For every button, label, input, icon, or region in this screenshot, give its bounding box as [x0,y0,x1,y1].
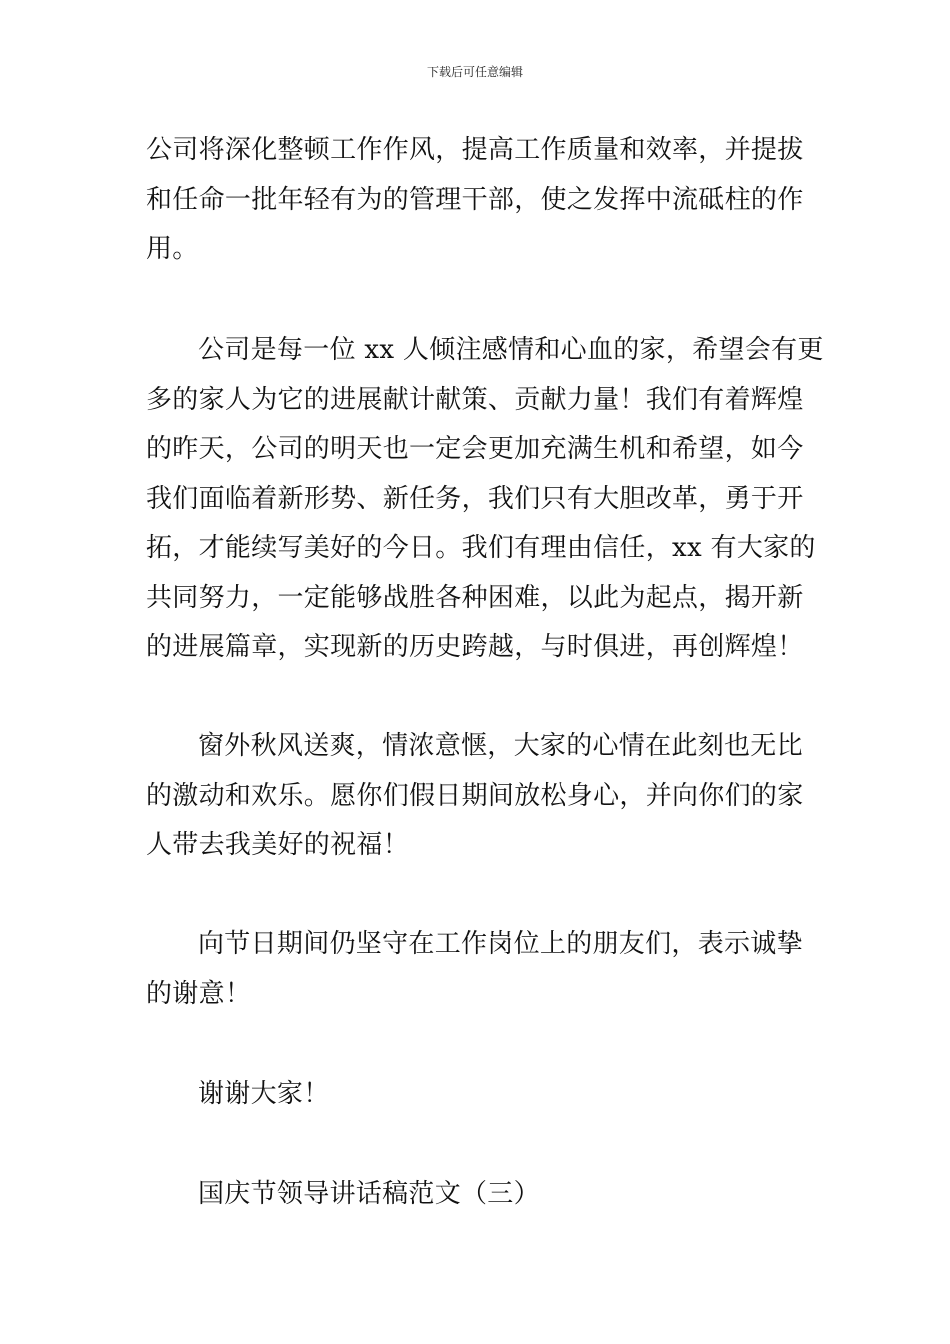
paragraph-line: 用。 [146,234,199,264]
paragraph-line: 我们面临着新形势、新任务，我们只有大胆改革，勇于开 [146,483,804,514]
paragraph-1 [146,126,806,275]
paragraph-line: 多的家人为它的进展献计献策、贡献力量！我们有着辉煌 [146,384,804,415]
paragraph-line: 公司是每一位 xx 人倾注感情和心血的家，希望会有更 [198,335,824,365]
paragraph-line: 人带去我美好的祝福！ [146,830,410,860]
paragraph-line: 窗外秋风送爽，情浓意惬，大家的心情在此刻也无比 [198,731,803,761]
paragraph-line: 拓，才能续写美好的今日。我们有理由信任，xx 有大家的 [146,533,816,563]
paragraph-line: 和任命一批年轻有为的管理干部，使之发挥中流砥柱的作 [146,184,804,215]
section-title [146,1170,806,1220]
paragraph-2 [146,326,824,673]
paragraph-line: 的谢意！ [146,978,252,1009]
paragraph-3 [146,722,806,871]
paragraph-line: 谢谢大家！ [198,1079,330,1109]
paragraph-line: 的昨天，公司的明天也一定会更加充满生机和希望，如今 [146,434,804,464]
paragraph-line: 的进展篇章，实现新的历史跨越，与时俱进，再创辉煌！ [146,632,804,662]
paragraph-4 [146,920,806,1019]
closing-thanks [146,1070,806,1120]
paragraph-line: 共同努力，一定能够战胜各种困难，以此为起点，揭开新 [146,582,804,613]
paragraph-line: 公司将深化整顿工作作风，提高工作质量和效率，并提拔 [146,135,804,165]
paragraph-line: 的激动和欢乐。愿你们假日期间放松身心，并向你们的家 [146,780,804,811]
paragraph-line: 向节日期间仍坚守在工作岗位上的朋友们，表示诚挚 [198,929,803,959]
page-header: 下载后可任意编辑 [426,65,523,79]
paragraph-line: 国庆节领导讲话稿范文（三） [198,1179,540,1209]
